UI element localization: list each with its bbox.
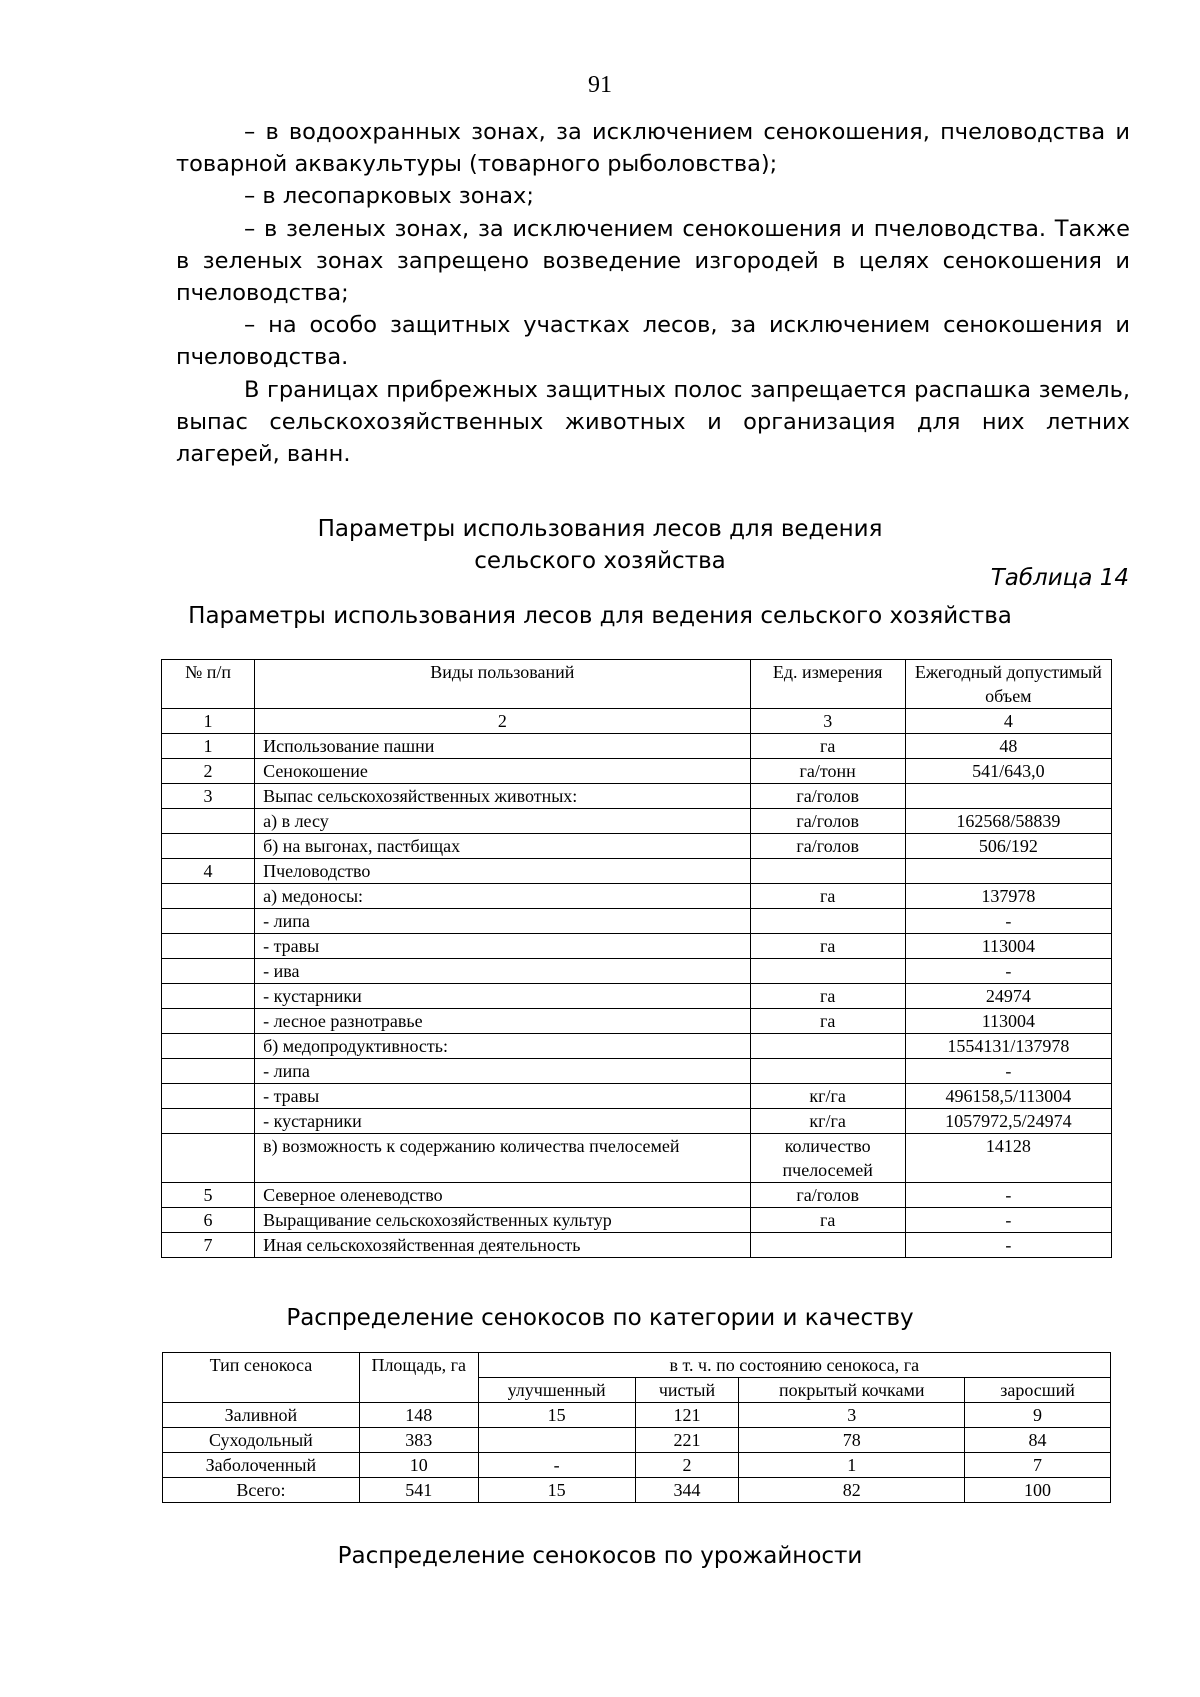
table-cell: Сенокошение (255, 759, 751, 784)
table-cell: а) медоносы: (255, 884, 751, 909)
table-cell: 78 (739, 1428, 965, 1453)
table-cell: 4 (162, 859, 255, 884)
table-cell: - (905, 1059, 1111, 1084)
table-cell: Использование пашни (255, 734, 751, 759)
table-cell: 10 (359, 1453, 478, 1478)
table-row (162, 1084, 1112, 1109)
table-cell: 1554131/137978 (905, 1034, 1111, 1059)
table-cell: 1 (162, 734, 255, 759)
table-cell: 162568/58839 (905, 809, 1111, 834)
table-cell: а) в лесу (255, 809, 751, 834)
paragraph: – в лесопарковых зонах; (244, 183, 534, 210)
table-cell: 9 (965, 1403, 1111, 1428)
table-cell: га (750, 984, 905, 1009)
table-row (162, 1009, 1112, 1034)
table-cell: 7 (965, 1453, 1111, 1478)
table-cell: 15 (478, 1478, 635, 1503)
table-cell: Иная сельскохозяйственная деятельность (255, 1233, 751, 1258)
table-caption: Таблица 14 (990, 565, 1129, 591)
table-cell (162, 984, 255, 1009)
table-cell: - (478, 1453, 635, 1478)
table-header-cell: улучшенный (478, 1378, 635, 1403)
table-cell: 496158,5/113004 (905, 1084, 1111, 1109)
table-cell: 137978 (905, 884, 1111, 909)
table-cell: га/голов (750, 1183, 905, 1208)
table-row (162, 1059, 1112, 1084)
table-cell: Выпас сельскохозяйственных животных: (255, 784, 751, 809)
table-row (162, 784, 1112, 809)
hayfield-table-body (163, 1353, 1111, 1503)
table-cell: 541/643,0 (905, 759, 1111, 784)
table-cell: га (750, 934, 905, 959)
table-header-cell: Ед. измерения (750, 660, 905, 709)
table-cell: 148 (359, 1403, 478, 1428)
hayfield-category-table (162, 1352, 1111, 1503)
table-cell: 3 (162, 784, 255, 809)
table-cell: - травы (255, 934, 751, 959)
table-cell (162, 1109, 255, 1134)
table-cell: 48 (905, 734, 1111, 759)
table-row (162, 1134, 1112, 1183)
table-cell (162, 1034, 255, 1059)
table-cell (750, 859, 905, 884)
table-cell (162, 1009, 255, 1034)
table-cell: - лесное разнотравье (255, 1009, 751, 1034)
column-number-cell: 1 (162, 709, 255, 734)
table-cell: 113004 (905, 1009, 1111, 1034)
table-row (162, 759, 1112, 784)
forest-use-table (161, 659, 1112, 1258)
table-cell: га/тонн (750, 759, 905, 784)
table-cell (750, 909, 905, 934)
table-cell: 221 (635, 1428, 739, 1453)
table-cell (162, 909, 255, 934)
table-header-row (162, 660, 1112, 709)
table-cell: га (750, 884, 905, 909)
table-cell: кг/га (750, 1109, 905, 1134)
table-cell: 6 (162, 1208, 255, 1233)
table-header-cell: Виды пользований (255, 660, 751, 709)
table-cell: Северное оленеводство (255, 1183, 751, 1208)
table-cell: га (750, 1208, 905, 1233)
table-cell: 2 (635, 1453, 739, 1478)
column-number-cell: 2 (255, 709, 751, 734)
table-cell: 383 (359, 1428, 478, 1453)
second-heading: Распределение сенокосов по категории и качеству (286, 1305, 914, 1331)
table-header-cell: заросший (965, 1378, 1111, 1403)
column-number-cell: 4 (905, 709, 1111, 734)
paragraph: – в зеленых зонах, за исключением сенокошения и пчеловодства. Также в зеленых зонах запрещено возведение изгородей в целях сенокошения и пчеловодства; (176, 215, 1130, 307)
table-cell (162, 959, 255, 984)
table-cell: в) возможность к содержанию количества пчелосемей (255, 1134, 751, 1183)
table-title: Параметры использования лесов для ведения сельского хозяйства (188, 603, 1012, 629)
table-cell: 2 (162, 759, 255, 784)
table-cell (905, 784, 1111, 809)
table-cell: 1057972,5/24974 (905, 1109, 1111, 1134)
table-cell: - (905, 959, 1111, 984)
table-cell (162, 809, 255, 834)
table-row (162, 859, 1112, 884)
table-cell: - (905, 1208, 1111, 1233)
table-cell: 100 (965, 1478, 1111, 1503)
table-cell: га (750, 1009, 905, 1034)
table-cell: га/голов (750, 809, 905, 834)
table-row (162, 1183, 1112, 1208)
paragraph: – в водоохранных зонах, за исключением сенокошения, пчеловодства и товарной аквакультуры (товарного рыболовства); (176, 119, 1130, 178)
third-heading: Распределение сенокосов по урожайности (337, 1543, 863, 1569)
table-cell: 1 (739, 1453, 965, 1478)
table-row (162, 934, 1112, 959)
table-cell: 113004 (905, 934, 1111, 959)
table-row (163, 1428, 1111, 1453)
table-cell: Заболоченный (163, 1453, 360, 1478)
table-header-cell: Площадь, га (359, 1353, 478, 1403)
table-cell: количество пчелосемей (750, 1134, 905, 1183)
table-cell: га (750, 734, 905, 759)
table-cell: - кустарники (255, 1109, 751, 1134)
table-header-cell: чистый (635, 1378, 739, 1403)
table-cell (162, 1134, 255, 1183)
table-cell (162, 934, 255, 959)
table-cell (750, 1034, 905, 1059)
table-cell (750, 1059, 905, 1084)
table-cell: - (905, 1183, 1111, 1208)
table-cell: - липа (255, 909, 751, 934)
table-header-cell: в т. ч. по состоянию сенокоса, га (478, 1353, 1110, 1378)
table-cell: - (905, 1233, 1111, 1258)
table-row (162, 1109, 1112, 1134)
table-row (163, 1478, 1111, 1503)
table-cell: - липа (255, 1059, 751, 1084)
table-cell: Выращивание сельскохозяйственных культур (255, 1208, 751, 1233)
table-row (162, 984, 1112, 1009)
table-cell (750, 959, 905, 984)
table-header-cell: Ежегодный допустимый объем (905, 660, 1111, 709)
table-cell: 24974 (905, 984, 1111, 1009)
table-cell: Пчеловодство (255, 859, 751, 884)
section-heading-line: Параметры использования лесов для ведения (317, 516, 883, 542)
table-row (163, 1453, 1111, 1478)
table-cell: 344 (635, 1478, 739, 1503)
table-cell (162, 884, 255, 909)
table-cell: 7 (162, 1233, 255, 1258)
table-row (162, 884, 1112, 909)
table-cell (162, 834, 255, 859)
table-cell: - (905, 909, 1111, 934)
table-row (162, 834, 1112, 859)
table-cell: 15 (478, 1403, 635, 1428)
table-cell: Заливной (163, 1403, 360, 1428)
table-cell: - ива (255, 959, 751, 984)
table-cell: га/голов (750, 784, 905, 809)
table-cell: га/голов (750, 834, 905, 859)
table-row (162, 1233, 1112, 1258)
table-cell (905, 859, 1111, 884)
table-cell: кг/га (750, 1084, 905, 1109)
table-cell: - кустарники (255, 984, 751, 1009)
table-cell: 541 (359, 1478, 478, 1503)
table-cell: 3 (739, 1403, 965, 1428)
body-text (176, 116, 1130, 470)
paragraph: – на особо защитных участках лесов, за исключением сенокошения и пчеловодства. (176, 312, 1130, 371)
table-row (162, 959, 1112, 984)
table-row (163, 1403, 1111, 1428)
table-header-cell: Тип сенокоса (163, 1353, 360, 1403)
table-cell: 5 (162, 1183, 255, 1208)
table-row (162, 1208, 1112, 1233)
table-cell: Всего: (163, 1478, 360, 1503)
table-row (162, 734, 1112, 759)
table-cell: 121 (635, 1403, 739, 1428)
table-cell: б) медопродуктивность: (255, 1034, 751, 1059)
table-row (162, 909, 1112, 934)
table-cell (478, 1428, 635, 1453)
table-header-row (163, 1353, 1111, 1378)
table-cell (162, 1084, 255, 1109)
section-heading-line: сельского хозяйства (474, 548, 726, 574)
paragraph: В границах прибрежных защитных полос запрещается распашка земель, выпас сельскохозяйственных животных и организация для них летних лагерей, ванн. (176, 376, 1130, 468)
table-cell: б) на выгонах, пастбищах (255, 834, 751, 859)
table-cell (162, 1059, 255, 1084)
table-cell: 506/192 (905, 834, 1111, 859)
table-cell (750, 1233, 905, 1258)
column-number-cell: 3 (750, 709, 905, 734)
forest-use-table-body (162, 660, 1112, 1258)
table-cell: 84 (965, 1428, 1111, 1453)
table-header-cell: № п/п (162, 660, 255, 709)
page-number: 91 (588, 72, 612, 98)
table-cell: Суходольный (163, 1428, 360, 1453)
table-cell: 14128 (905, 1134, 1111, 1183)
table-row (162, 1034, 1112, 1059)
table-cell: 82 (739, 1478, 965, 1503)
table-cell: - травы (255, 1084, 751, 1109)
table-row (162, 809, 1112, 834)
table-column-number-row (162, 709, 1112, 734)
table-header-cell: покрытый кочками (739, 1378, 965, 1403)
